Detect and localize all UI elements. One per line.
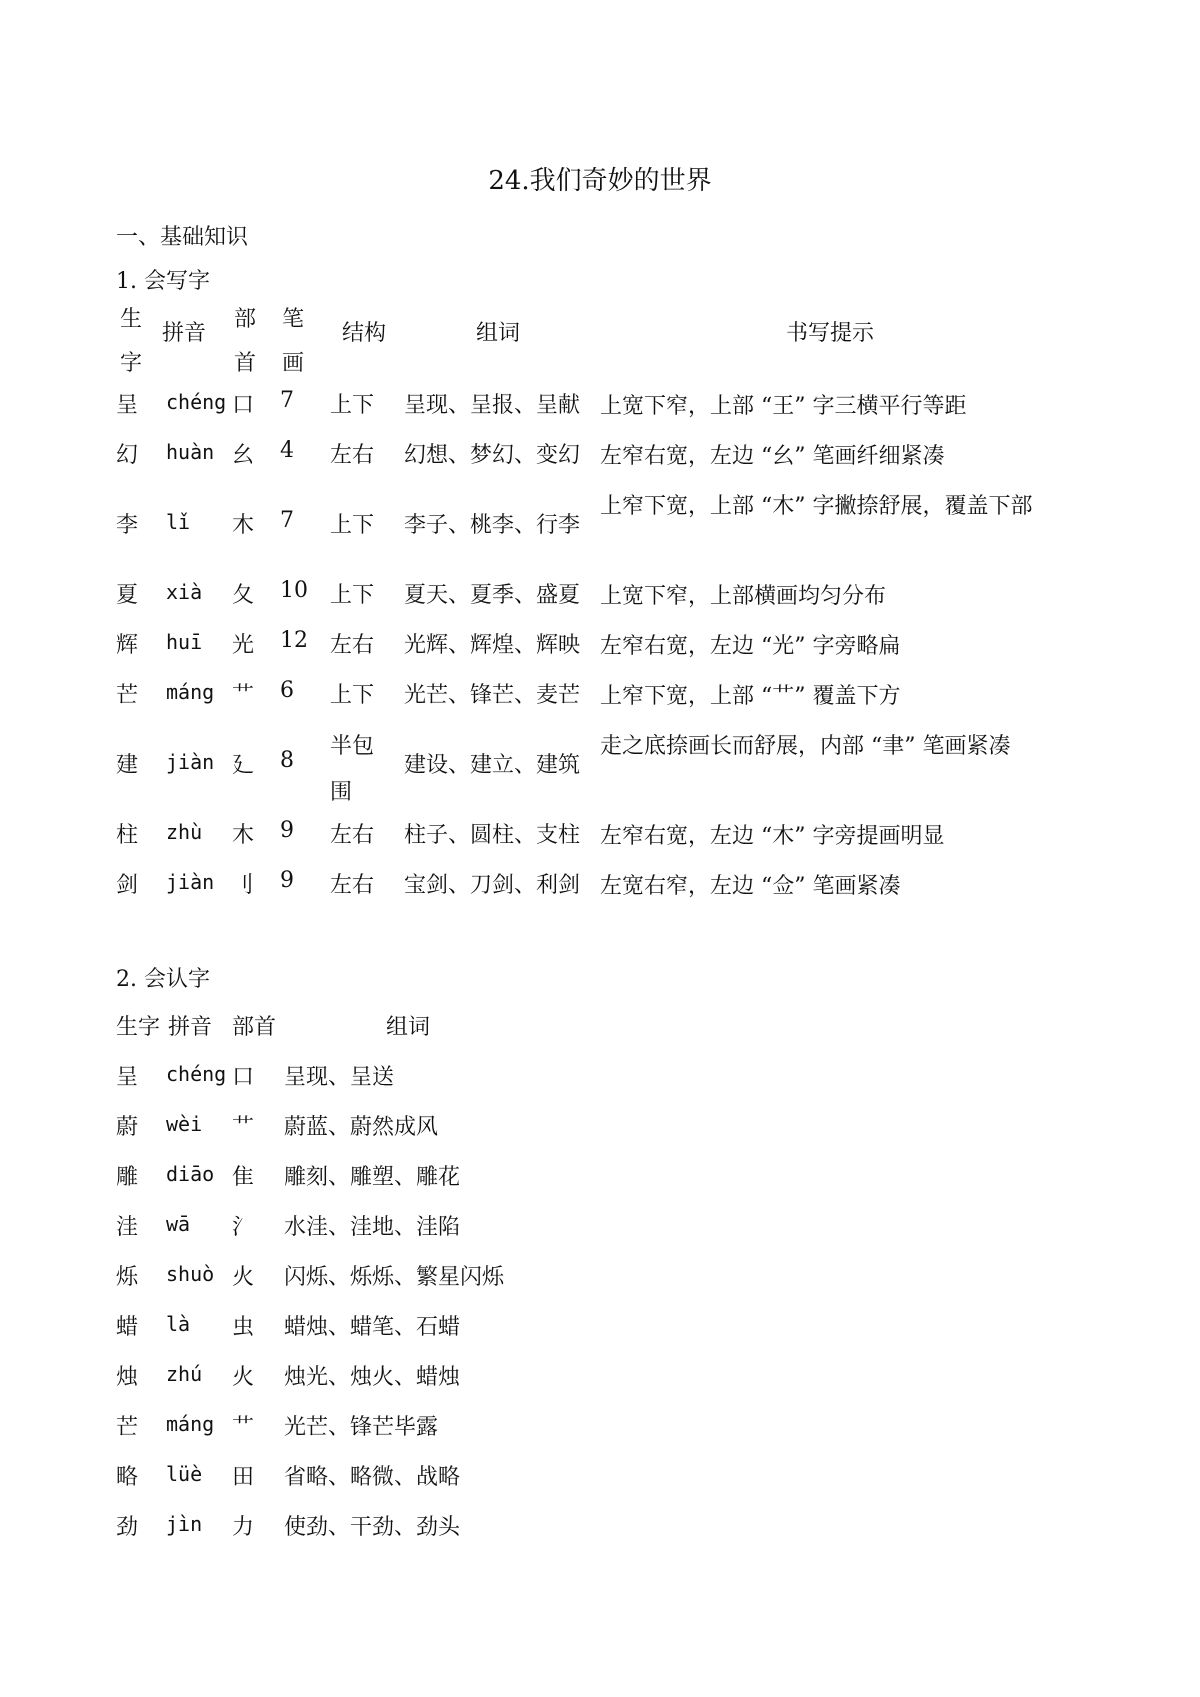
radical-cell: 氵 — [232, 1215, 255, 1240]
words-cell: 闪烁、烁烁、繁星闪烁 — [284, 1265, 505, 1290]
char-cell: 蔚 — [116, 1115, 139, 1140]
words-cell: 水洼、洼地、洼陷 — [284, 1215, 461, 1240]
radical-cell: 艹 — [232, 683, 255, 708]
words-cell: 省略、略微、战略 — [284, 1465, 461, 1490]
structure-cell: 左右 — [330, 633, 375, 658]
tip-cell: 左窄右宽，左边 “木” 字旁提画明显 — [600, 824, 945, 849]
pinyin-cell: jiàn — [166, 750, 215, 774]
words-cell: 烛光、烛火、蜡烛 — [284, 1365, 461, 1390]
char-cell: 蜡 — [116, 1315, 139, 1340]
pinyin-cell: wèi — [166, 1112, 203, 1136]
radical-cell: 田 — [232, 1465, 255, 1490]
header-strokes-b: 画 — [282, 351, 305, 376]
char-cell: 劲 — [116, 1515, 139, 1540]
char-cell: 幻 — [116, 443, 139, 468]
radical-cell: 刂 — [232, 873, 255, 898]
structure-cell: 上下 — [330, 583, 375, 608]
header-words: 组词 — [476, 321, 521, 346]
table-header — [116, 308, 1096, 388]
pinyin-cell: là — [166, 1312, 191, 1336]
strokes-cell: 4 — [280, 438, 294, 463]
radical-cell: 口 — [232, 393, 255, 418]
char-cell: 雕 — [116, 1165, 139, 1190]
pinyin-cell: chéng — [166, 390, 227, 414]
strokes-cell: 9 — [280, 818, 294, 843]
radical-cell: 火 — [232, 1365, 255, 1390]
pinyin-cell: máng — [166, 680, 215, 704]
strokes-cell: 7 — [280, 508, 294, 533]
section-heading: 一、基础知识 — [116, 225, 249, 250]
header-words: 组词 — [386, 1015, 431, 1040]
header-tips: 书写提示 — [786, 321, 875, 346]
tip-cell: 左宽右窄，左边 “佥” 笔画紧凑 — [600, 874, 901, 899]
radical-cell: 木 — [232, 823, 255, 848]
pinyin-cell: máng — [166, 1412, 215, 1436]
header-radical: 部首 — [232, 1015, 277, 1040]
pinyin-cell: lǐ — [166, 510, 191, 534]
words-cell: 幻想、梦幻、变幻 — [404, 443, 581, 468]
words-cell: 柱子、圆柱、支柱 — [404, 823, 581, 848]
write-characters-table — [116, 308, 1096, 918]
pinyin-cell: lüè — [166, 1462, 203, 1486]
words-cell: 呈现、呈报、呈献 — [404, 393, 581, 418]
structure-cell: 左右 — [330, 823, 375, 848]
strokes-cell: 9 — [280, 868, 294, 893]
strokes-cell: 12 — [280, 628, 308, 653]
radical-cell: 虫 — [232, 1315, 255, 1340]
pinyin-cell: wā — [166, 1212, 191, 1236]
char-cell: 略 — [116, 1465, 139, 1490]
radical-cell: 木 — [232, 513, 255, 538]
words-cell: 呈现、呈送 — [284, 1065, 395, 1090]
tip-cell: 走之底捺画长而舒展，内部 “聿” 笔画紧凑 — [600, 734, 1011, 759]
header-char — [120, 298, 142, 386]
subsection-heading-write: 1. 会写字 — [116, 269, 210, 294]
table-row — [116, 388, 1096, 438]
pinyin-cell: huī — [166, 630, 203, 654]
pinyin-cell: chéng — [166, 1062, 227, 1086]
table-row — [116, 728, 1096, 818]
radical-cell: 艹 — [232, 1115, 255, 1140]
table-row — [116, 438, 1096, 488]
strokes-cell: 10 — [280, 578, 308, 603]
header-char: 生字 — [116, 1015, 161, 1040]
words-cell: 蔚蓝、蔚然成风 — [284, 1115, 439, 1140]
tip-cell: 上宽下窄，上部横画均匀分布 — [600, 584, 887, 609]
radical-cell: 火 — [232, 1265, 255, 1290]
char-cell: 洼 — [116, 1215, 139, 1240]
char-cell: 芒 — [116, 683, 139, 708]
header-strokes-a: 笔 — [282, 307, 305, 332]
table-row — [116, 818, 1096, 868]
char-cell: 建 — [116, 753, 139, 778]
pinyin-cell: xià — [166, 580, 203, 604]
header-pinyin: 拼音 — [162, 321, 207, 346]
header-char-a: 生 — [120, 307, 143, 332]
words-cell: 使劲、干劲、劲头 — [284, 1515, 461, 1540]
radical-cell: 光 — [232, 633, 255, 658]
header-pinyin: 拼音 — [168, 1015, 213, 1040]
tip-cell: 左窄右宽，左边 “幺” 笔画纤细紧凑 — [600, 444, 945, 469]
char-cell: 李 — [116, 513, 139, 538]
radical-cell: 幺 — [232, 443, 255, 468]
tip-cell: 上宽下窄，上部 “王” 字三横平行等距 — [600, 394, 967, 419]
strokes-cell: 8 — [280, 748, 294, 773]
pinyin-cell: jìn — [166, 1512, 203, 1536]
header-radical-b: 首 — [234, 351, 257, 376]
table-row — [116, 678, 1096, 728]
header-radical — [234, 298, 256, 386]
radical-cell: 口 — [232, 1065, 255, 1090]
header-structure: 结构 — [342, 321, 387, 346]
structure-cell: 上下 — [330, 393, 375, 418]
pinyin-cell: shuò — [166, 1262, 215, 1286]
pinyin-cell: zhù — [166, 820, 203, 844]
char-cell: 柱 — [116, 823, 139, 848]
table-row — [116, 628, 1096, 678]
subsection-heading-recognize: 2. 会认字 — [116, 967, 210, 992]
structure-cell: 上下 — [330, 683, 375, 708]
structure-cell: 上下 — [330, 513, 375, 538]
strokes-cell: 6 — [280, 678, 294, 703]
words-cell: 光芒、锋芒、麦芒 — [404, 683, 581, 708]
header-strokes — [282, 298, 304, 386]
words-cell: 光辉、辉煌、辉映 — [404, 633, 581, 658]
strokes-cell: 7 — [280, 388, 294, 413]
pinyin-cell: diāo — [166, 1162, 215, 1186]
tip-cell: 左窄右宽，左边 “光” 字旁略扁 — [600, 634, 901, 659]
structure-cell: 左右 — [330, 443, 375, 468]
radical-cell: 艹 — [232, 1415, 255, 1440]
structure-cell: 半包围 — [330, 734, 375, 805]
char-cell: 呈 — [116, 1065, 139, 1090]
radical-cell: 隹 — [232, 1165, 255, 1190]
words-cell: 夏天、夏季、盛夏 — [404, 583, 581, 608]
char-cell: 呈 — [116, 393, 139, 418]
char-cell: 剑 — [116, 873, 139, 898]
table-row — [116, 868, 1096, 918]
pinyin-cell: jiàn — [166, 870, 215, 894]
radical-cell: 夂 — [232, 583, 255, 608]
char-cell: 芒 — [116, 1415, 139, 1440]
table-row — [116, 578, 1096, 628]
page-title: 24.我们奇妙的世界 — [488, 166, 712, 196]
header-radical-a: 部 — [234, 307, 257, 332]
tip-cell: 上窄下宽，上部 “艹” 覆盖下方 — [600, 684, 901, 709]
radical-cell: 力 — [232, 1515, 255, 1540]
char-cell: 夏 — [116, 583, 139, 608]
words-cell: 光芒、锋芒毕露 — [284, 1415, 439, 1440]
header-char-b: 字 — [120, 351, 143, 376]
words-cell: 蜡烛、蜡笔、石蜡 — [284, 1315, 461, 1340]
char-cell: 烁 — [116, 1265, 139, 1290]
radical-cell: 廴 — [232, 753, 255, 778]
words-cell: 建设、建立、建筑 — [404, 753, 581, 778]
words-cell: 雕刻、雕塑、雕花 — [284, 1165, 461, 1190]
table-row — [116, 488, 1096, 578]
char-cell: 辉 — [116, 633, 139, 658]
words-cell: 李子、桃李、行李 — [404, 513, 581, 538]
tip-cell: 上窄下宽，上部 “木” 字撇捺舒展，覆盖下部 — [600, 494, 1033, 519]
char-cell: 烛 — [116, 1365, 139, 1390]
pinyin-cell: zhú — [166, 1362, 203, 1386]
pinyin-cell: huàn — [166, 440, 215, 464]
structure-cell: 左右 — [330, 873, 375, 898]
words-cell: 宝剑、刀剑、利剑 — [404, 873, 581, 898]
